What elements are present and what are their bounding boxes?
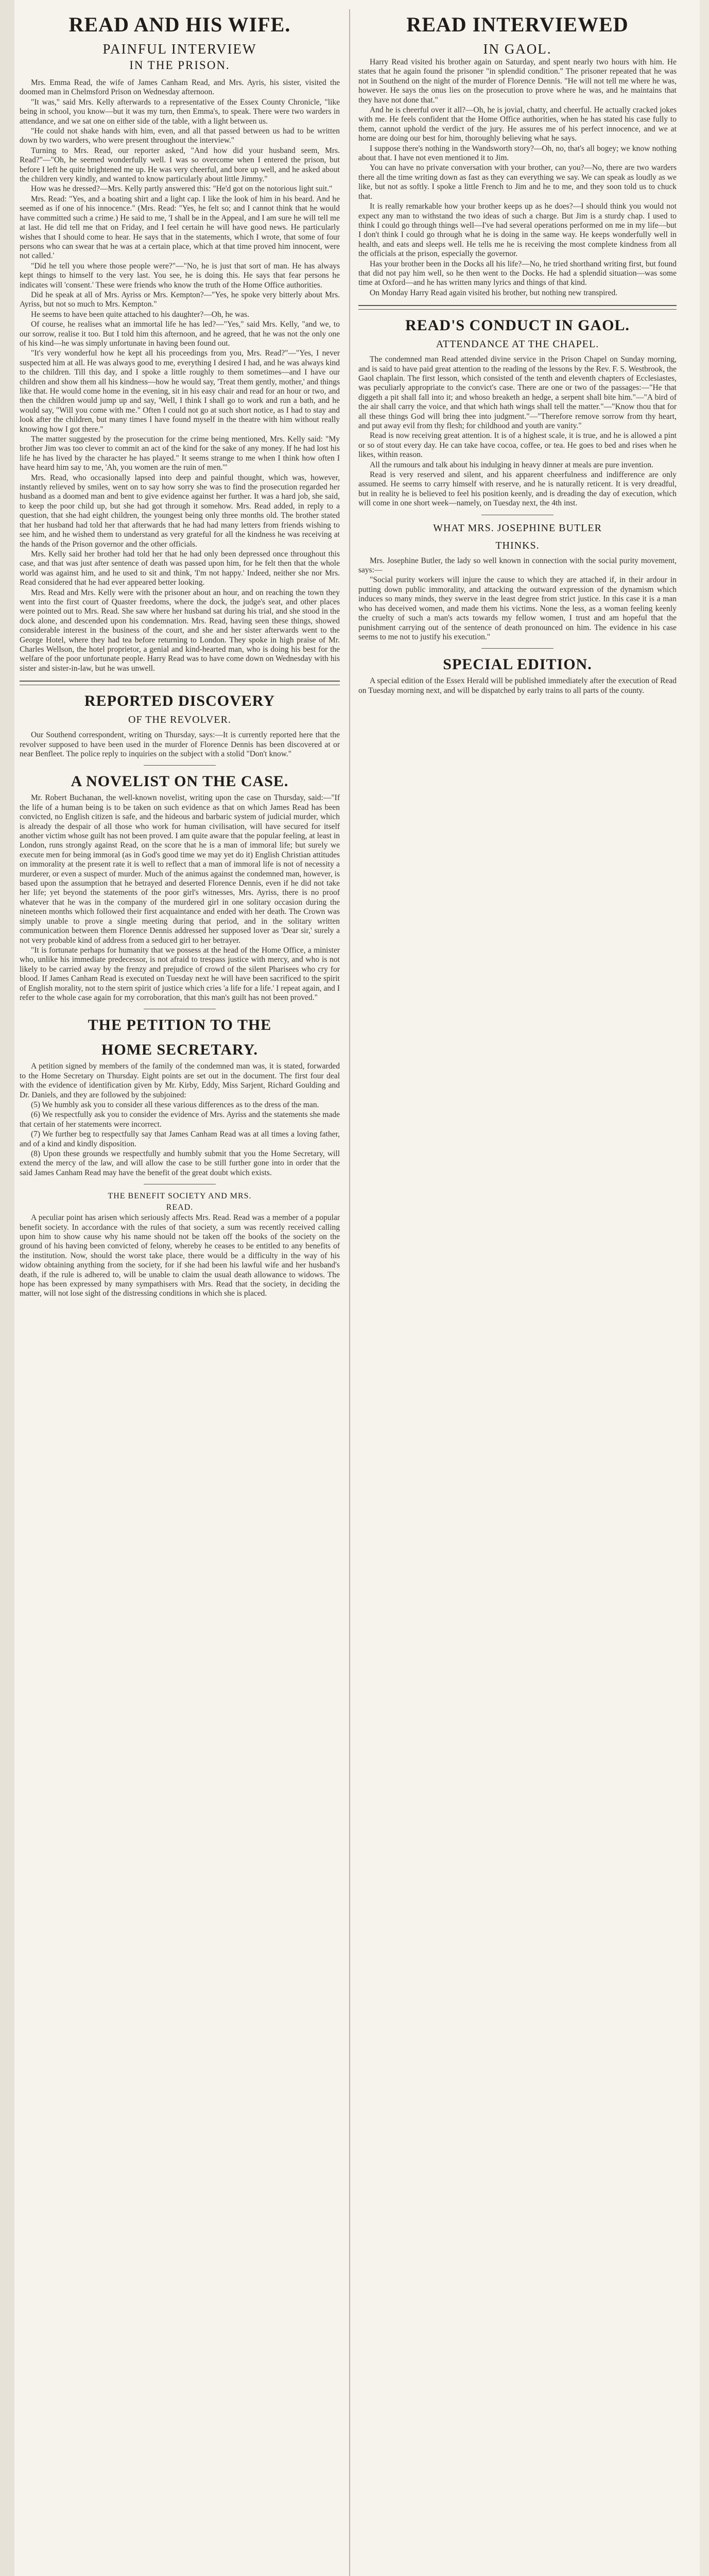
paragraph: How was he dressed?—Mrs. Kelly partly answered this: "He'd got on the notorious light suit." — [31, 184, 333, 194]
article-novelist-on-the-case — [20, 772, 340, 1003]
paragraph: (5) We humbly ask you to consider all these various differences as to the dress of the man. — [31, 1100, 319, 1109]
paragraph: Mrs. Read: "Yes, and a boating shirt and a light cap. I like the look of him in his beard. And he seemed as if one of his innocence." (Mrs. Read: "Yes, he felt so; and I cannot think that he would have committed such a crime.) He said to me, 'I shall be in the Appeal, and I am sure he will tell me at last. He did tell me that on Friday, and I feel certain he will have good news. He particularly wishes that I should come to hear. He says that in the statements, which I wrote, that some of four persons who can swear that he was at a certain place, which at that time proved him innocent, were not called.' — [20, 194, 340, 261]
subheadline: IN GAOL. — [483, 41, 552, 57]
right-column — [358, 12, 677, 2576]
page-margin-left — [0, 0, 14, 2576]
paragraph: The matter suggested by the prosecution for the crime being mentioned, Mrs. Kelly said: "My brother Jim was too clever to commit an act of the kind for the sake of any money. If he had lost his life he has lived by the character he has played." It seems strange to me when I think how often I have heard him say to me, 'Ah, you women are the ruin of men.'" — [20, 435, 340, 472]
paragraph: The condemned man Read attended divine service in the Prison Chapel on Sunday morning, and is said to have paid great attention to the reading of the lessons by the Rev. F. S. Westbrook, the Gaol chaplain. The first lesson, which consisted of the tenth and eleventh chapters of Ecclesiastes, was peculiarly appropriate to the convict's case. There are one or two of the passages:—"He that diggeth a pit shall fall into it; and whoso breaketh an hedge, a serpent shall bite him."—"A bird of the air shall carry the voice, and that which hath wings shall tell the matter."—"Know thou that for all these things God will bring thee into judgment."—"Therefore remove sorrow from thy heart, and put away evil from thy flesh; for childhood and youth are vanity." — [358, 355, 677, 430]
column-divider — [349, 9, 350, 2576]
headline: READ'S CONDUCT IN GAOL. — [405, 317, 630, 334]
paragraph: A peculiar point has arisen which seriously affects Mrs. Read. Read was a member of a popular benefit society. In accordance with the rules of that society, a sum was recently received calling upon him to show cause why his name should not be taken off the books of the society on the ground of his having been convicted of felony, whereby he ceases to be entitled to any benefits of the institution. Now, should the worst take place, there would be a difficulty in the way of his widow obtaining anything from the society, for if she had been his lawful wife and her husband's death, if the rule is adhered to, will be unable to claim the usual death allowance to widows. The hope has been expressed by many sympathisers with Mrs. Read that the society, in deciding the matter, will not lose sight of the distressing conditions in which she is placed. — [20, 1213, 340, 1298]
article-josephine-butler — [358, 521, 677, 642]
paragraph: Of course, he realises what an immortal life he has led?—"Yes," said Mrs. Kelly, "and we, to our sorrow, realise it too. But I told him this afternoon, and he agreed, that he was not the only one of his kind—he was simply unfortunate in having been found out. — [20, 320, 340, 348]
paragraph: A petition signed by members of the family of the condemned man was, it is stated, forwarded to the Home Secretary on Thursday. Eight points are set out in the document. The first four deal with the evidence of identification given by Mr. Kirby, Eddy, Miss Sarjent, Richard Goulding and Dr. Daniels, and they are followed by the subjoined: — [20, 1062, 340, 1099]
paragraph: Turning to Mrs. Read, our reporter asked, "And how did your husband seem, Mrs. Read?"—"Oh, he seemed wonderfully well. I was so overcome when I entered the prison, but before I left he quite brightened me up. He was very cheerful, and bore up well, and he asked about the children very kindly, and wanted to know particularly about little Jimmy." — [20, 146, 340, 184]
section-divider — [481, 648, 554, 649]
headline: SPECIAL EDITION. — [443, 656, 592, 673]
subheadline: ATTENDANCE AT THE CHAPEL. — [436, 338, 599, 350]
paragraph: Mr. Robert Buchanan, the well-known novelist, writing upon the case on Thursday, said:—"If the life of a human being is to be taken on such evidence as that on which James Read has been convicted, no English citizen is safe, and the hideous and barbaric system of judicial murder, which is already the despair of all those who work for human civilisation, will have secured for itself another victim whose guilt has not been proved. I am quite aware that the popular feeling, at least in London, runs strongly against Read, on the score that he is a man of immoral life; but surely we execute men for being immoral (as in God's good time we may yet do it) English Christian attitudes on immorality at the present rate it is well to reflect that a man of immoral life is not of necessity a murderer, or even a suspect of murder. Much of the animus against the condemned man, however, is based upon the assumption that he betrayed and deserted Florence Dennis, even if he did not take her life; yet beyond the statements of the poor girl's witnesses, Mrs. Ayriss, there is no proof whatever that he was in the company of the murdered girl in one solitary occasion during the nineteen months which followed their first acquaintance and ended with her death. The Crown was simply unable to prove a single meeting during that period, and in the solitary written communication between them Florence Dennis addressed her supposed lover as 'Dear sir,' surely a not very probable kind of address from a seduced girl to her betrayer. — [20, 793, 340, 945]
article-read-and-his-wife — [20, 12, 340, 673]
subheadline: OF THE REVOLVER. — [128, 714, 231, 726]
paragraph: "It's very wonderful how he kept all his proceedings from you, Mrs. Read?"—"Yes, I never suspected him at all. He was always good to me, everything I desired I had, and he was always kind to the children. Till this day, and I spoke a little roughly to them sometimes—and I have our children and show them all his kindness—how he would say, 'Treat them gently, mother,' and things like that. He would come home in the evening, sit in his easy chair and read for an hour or two, and then the children would jump up and say, 'Well, I think I shall go to work and run a bath, and he would say, "Will you come with me." Often I could not go at such short notice, as I had to stay and look after the children, but many times I have found myself in the theatre with him without really knowing how I got there." — [20, 349, 340, 434]
paragraph: On Monday Harry Read again visited his brother, but nothing new transpired. — [370, 288, 618, 297]
paragraph: And he is cheerful over it all?—Oh, he is jovial, chatty, and cheerful. He actually cracked jokes with me. He feels confident that the Home Office authorities, when he has stated his case fully to them, cannot uphold the verdict of the jury. He assures me of his perfect innocence, and we at home are doing our best for him, thoroughly believing what he says. — [358, 106, 677, 143]
headline-line-2: READ. — [166, 1203, 194, 1212]
paragraph: Harry Read visited his brother again on Saturday, and spent nearly two hours with him. He states that he again found the prisoner "in splendid condition." The prisoner repeated that he was not in Southend on the night of the murder of Florence Dennis. "He will not tell me where he was, however. He says the onus lies on the prosecution to prove where he was, and he maintains that they have not done that." — [358, 58, 677, 105]
paragraph: Has your brother been in the Docks all his life?—No, he tried shorthand writing first, but found that did not pay him well, so he then went to the Docks. He had a splendid situation—was some time at Oxford—and he has written many lyrics and things of that kind. — [358, 259, 677, 287]
headline: THE PETITION TO THE — [88, 1016, 272, 1034]
paragraph: You can have no private conversation with your brother, can you?—No, there are two warders there all the time writing down as fast as they can everything we say. We can speak as loudly as we like, but not as softly. I spoke a little French to Jim and he to me, and they soon told us to chuck that. — [358, 163, 677, 201]
subheadline-secondary: IN THE PRISON. — [129, 59, 230, 72]
article-benefit-society — [20, 1191, 340, 1299]
section-divider — [20, 681, 340, 685]
paragraph: "It was," said Mrs. Kelly afterwards to a representative of the Essex County Chronicle, "like being in school, you know—but it was my turn, then Emma's, to speak. There were two warders in attendance, and we sat one on either side of the table, with a light between us. — [20, 97, 340, 126]
paragraph: Mrs. Josephine Butler, the lady so well known in connection with the social purity movement, says:— — [358, 556, 677, 575]
paragraph: Mrs. Emma Read, the wife of James Canham Read, and Mrs. Ayris, his sister, visited the doomed man in Chelmsford Prison on Wednesday afternoon. — [20, 78, 340, 97]
paragraph: Our Southend correspondent, writing on Thursday, says:—It is currently reported here that the revolver supposed to have been used in the murder of Florence Dennis has been discovered at or near Benfleet. The police reply to inquiries on the subject with a stolid "Don't know." — [20, 731, 340, 758]
section-divider — [144, 765, 216, 766]
article-special-edition — [358, 655, 677, 696]
paragraph: "It is fortunate perhaps for humanity that we possess at the head of the Home Office, a minister who, unlike his immediate predecessor, is not afraid to trespass justice with mercy, and who is not likely to be carried away by the frenzy and prejudice of crowd of the silent Pharisees who cry for blood. If James Canham Read is executed on Tuesday next he will have been sacrificed to the spirit of English morality, not to the stern spirit of justice which cries 'a life for a life.' I repeat again, and I refer to the whole case again for my corroboration, that this man's guilt has not been proved." — [20, 945, 340, 1002]
section-divider — [358, 305, 677, 310]
headline: READ AND HIS WIFE. — [68, 13, 291, 36]
paragraph: "Did he tell you where those people were?"—"No, he is just that sort of man. He has always kept things to himself to the very last. You see, he is doing this. He says that fear persons he indicates will 'consent.' These were friends who know the truth of the Home Office authorities. — [20, 261, 340, 290]
headline-line-2: THINKS. — [495, 539, 540, 551]
paragraph: Mrs. Kelly said her brother had told her that he had only been depressed once throughout this case, and that was just after sentence of death was passed upon him, for he felt then that the whole world was against him, and he used to sit and think, 'I'm not happy.' Indeed, neither she nor Mrs. Read considered that he had ever appeared better looking. — [20, 549, 340, 587]
headline: REPORTED DISCOVERY — [84, 692, 275, 710]
article-petition — [20, 1015, 340, 1178]
paragraph: Mrs. Read and Mrs. Kelly were with the prisoner about an hour, and on reaching the town they went into the first court of Quaster freedoms, where the dock, the judge's seat, and other places were pointed out to Mrs. Read. She saw where her husband sat during his trial, and she stood in the dock alone, and descended upon his condemnation. Mrs. Read, having seen these things, showed considerable interest in the business of the court, and she and her sister afterwards went to the George Hotel, where they had tea before returning to London. They spoke in high praise of Mr. Charles Wellson, the hotel proprietor, a genial and kind-hearted man, who is doing his best for the welfare of the poor unfortunate people. Harry Read was to have come down on Wednesday with his sister and sister-in-law, but he was unwell. — [20, 588, 340, 673]
paragraph: All the rumours and talk about his indulging in heavy dinner at meals are pure invention. — [370, 460, 653, 469]
headline: A NOVELIST ON THE CASE. — [71, 773, 289, 790]
paragraph: Did he speak at all of Mrs. Ayriss or Mrs. Kempton?—"Yes, he spoke very bitterly about Mrs. Ayriss, but not so much to Mrs. Kempton." — [20, 290, 340, 309]
article-reported-discovery — [20, 691, 340, 759]
headline-line-2: HOME SECRETARY. — [101, 1041, 258, 1059]
page-margin-right — [700, 0, 709, 2576]
paragraph: (7) We further beg to respectfully say that James Canham Read was at all times a loving father, and of a kind and kindly disposition. — [20, 1130, 340, 1148]
article-reads-conduct — [358, 316, 677, 509]
paragraph: (8) Upon these grounds we respectfully and humbly submit that you the Home Secretary, will extend the mercy of the law, and will allow the case to be still further gone into in order that the said James Canham Read may have the benefit of the great doubt which exists. — [20, 1149, 340, 1177]
paragraph: Read is now receiving great attention. It is of a highest scale, it is true, and he is allowed a pint or so of stout every day. He can take have cocoa, coffee, or tea. He goes to bed and rises when he likes, within reason. — [358, 431, 677, 460]
paragraph: (6) We respectfully ask you to consider the evidence of Mrs. Ayriss and the statements she made that certain of her statements were incorrect. — [20, 1110, 340, 1129]
article-read-interviewed — [358, 12, 677, 298]
headline: WHAT MRS. JOSEPHINE BUTLER — [433, 522, 602, 534]
headline: READ INTERVIEWED — [406, 13, 629, 36]
paragraph: Mrs. Read, who occasionally lapsed into deep and painful thought, which was, however, instantly relieved by smiles, went on to say how sorry she was to find the prosecution regarded her husband as a doomed man and bent to give evidence against her further. It was a hard job, she said, to keep the poor child up, but she had got through it somehow. Mrs. Read added, in reply to a question, that she had eight children, the youngest being only three months old. The brother stated that her husband had told her that afterwards that he had had many letters from friends wishing to see him, and he wished them to understand as very grateful for all the kindness he was receiving at the hands of the Prison governor and the other officials. — [20, 473, 340, 549]
headline: THE BENEFIT SOCIETY AND MRS. — [108, 1192, 252, 1201]
paragraph: Read is very reserved and silent, and his apparent cheerfulness and indifference are only assumed. He seems to carry himself with reserve, and he is naturally reticent. It is very dreadful, but in reality he is believed to feel his position keenly, and is dreading the day of execution, which will come in one short week—namely, on Tuesday next, the 4th inst. — [358, 470, 677, 508]
paragraph: A special edition of the Essex Herald will be published immediately after the execution of Read on Tuesday morning next, and will be dispatched by early trains to all parts of the county. — [358, 676, 677, 695]
paragraph: "Social purity workers will injure the cause to which they are attached if, in their ardour in putting down public immorality, and attacking the outward expression of the dynamism which induces so many minds, they swerve in the least degree from strict justice. In this case it is a man who has deceived women, and made them his victims. None the less, as a woman feeling keenly the cruelty of such a man's acts towards my fellow women, I trust and am hopeful that the punishment carrying out of the sentence of death pronounced on him. The evidence in his case seems to me not to justify his execution." — [358, 575, 677, 641]
subheadline: PAINFUL INTERVIEW — [102, 41, 257, 57]
paragraph: I suppose there's nothing in the Wandsworth story?—Oh, no, that's all bogey; we know nothing about that. I have not even mentioned it to Jim. — [358, 144, 677, 163]
paragraph: "He could not shake hands with him, even, and all that passed between us had to be written down by two warders, who were present throughout the interview." — [20, 127, 340, 145]
left-column — [20, 12, 340, 2576]
paragraph: He seems to have been quite attached to his daughter?—Oh, he was. — [31, 310, 249, 319]
paragraph: It is really remarkable how your brother keeps up as he does?—I should think you would not expect any man to withstand the two ideas of such a charge. But Jim is a sturdy chap. I used to think I could go through things well—I've had several operations performed on me in my life—but I don't think I could go through what he is doing in the same way. He keeps wonderfully well in health, and eats and sleeps well. He tells me he is receiving the most complete kindness from all the officials at the prison, especially the governor. — [358, 202, 677, 259]
